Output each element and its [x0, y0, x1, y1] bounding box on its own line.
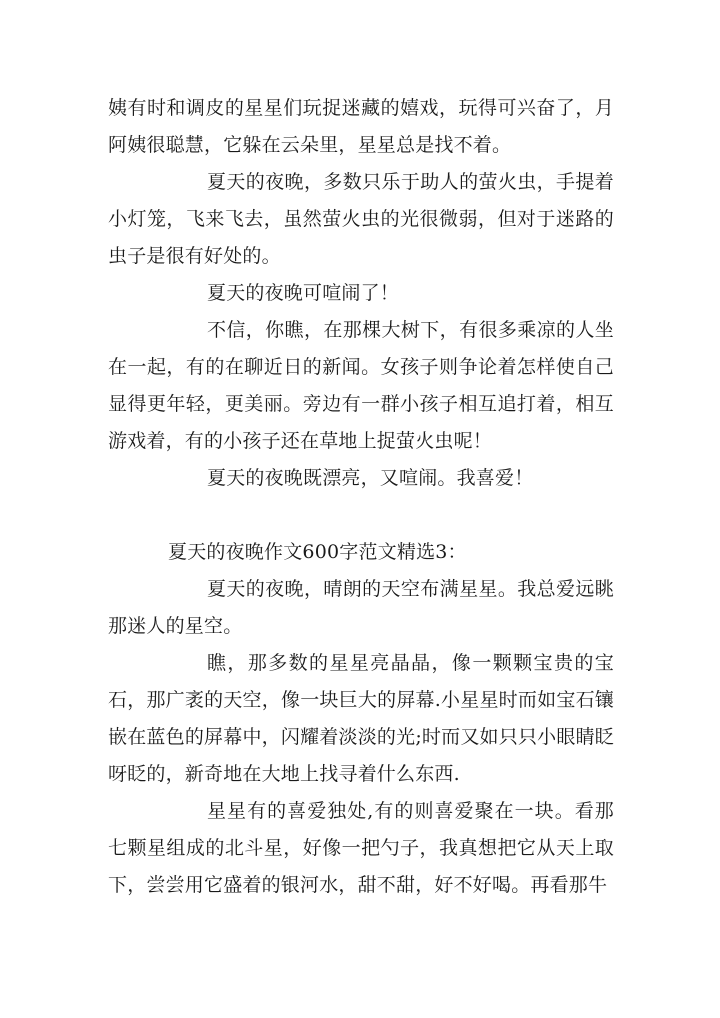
paragraph: 不信，你瞧，在那棵大树下，有很多乘凉的人坐在一起，有的在聊近日的新闻。女孩子则争论着怎样使自己显得更年轻，更美丽。旁边有一群小孩子相互追打着，相互游戏着，有的小孩子还在草地上捉萤火虫呢！: [108, 319, 614, 452]
paragraph: 星星有的喜爱独处,有的则喜爱聚在一块。看那七颗星组成的北斗星，好像一把勺子，我真想把它从天上取下，尝尝用它盛着的银河水，甜不甜，好不好喝。再看那牛: [108, 800, 614, 896]
section-heading: 夏天的夜晚作文600字范文精选3：: [168, 541, 467, 563]
paragraph: 瞧，那多数的星星亮晶晶，像一颗颗宝贵的宝石，那广袤的天空，像一块巨大的屏幕.小星星时而如宝石镶嵌在蓝色的屏幕中，闪耀着淡淡的光;时而又如只只小眼睛眨呀眨的，新奇地在大地上找寻着什么东西.: [108, 652, 614, 785]
paragraph-spacer: [108, 497, 614, 534]
paragraph: 夏天的夜晚，晴朗的天空布满星星。我总爱远眺那迷人的星空。: [108, 578, 614, 637]
paragraph: 姨有时和调皮的星星们玩捉迷藏的嬉戏，玩得可兴奋了，月阿姨很聪慧，它躲在云朵里，星星总是找不着。: [108, 97, 614, 156]
document-body: [108, 90, 614, 904]
paragraph: 夏天的夜晚，多数只乐于助人的萤火虫，手提着小灯笼，飞来飞去，虽然萤火虫的光很微弱，但对于迷路的虫子是很有好处的。: [108, 171, 614, 267]
paragraph: 夏天的夜晚既漂亮，又喧闹。我喜爱！: [207, 467, 534, 489]
paragraph: 夏天的夜晚可喧闹了！: [207, 282, 400, 304]
